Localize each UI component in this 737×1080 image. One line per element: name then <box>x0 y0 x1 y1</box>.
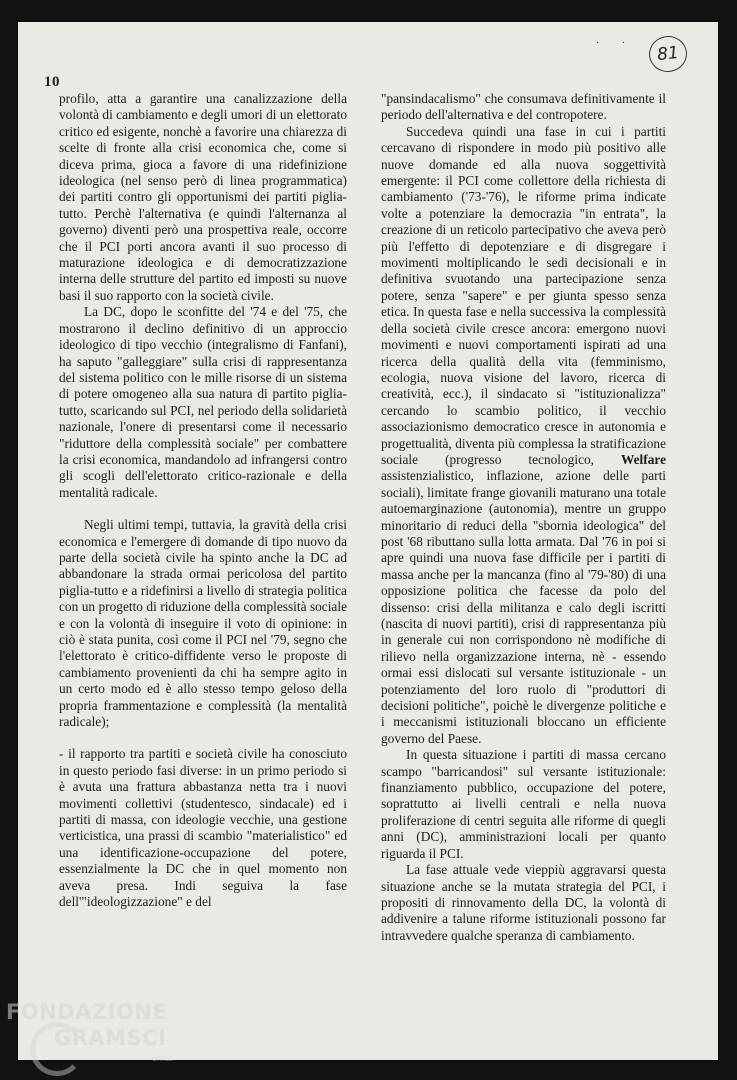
paragraph-text: assistenzialistico, inflazione, azione delle parti sociali), limitate frange giovanili maturano una totale autoemarginazione (autonomia), mentre un gruppo minoritario di reduci della "sbornia ideologica" del post '68 ributtano sulla lotta armata. Dal '76 in poi si apre quindi una nuova fase difficile per i partiti di massa anche per la mancanza (fino al '79-'80) di una opposizione politica che facesse da polo del dissenso: crisi della militanza e calo degli iscritti (nascita di nuovi partiti), crisi di rappresentanza più in generale cui non corrispondono nè modifiche di rilievo nella organizzazione interna, nè - essendo ormai essi dislocati sul versante istituzionale - un potenziamento del loro ruolo di "produttori di decisioni politiche", poichè le divergenze politiche e i meccanismi istituzionali bloccano un efficiente governo del Paese. <box>381 468 666 746</box>
paragraph-text: Succedeva quindi una fase in cui i partiti cercavano di rispondere in modo più positivo alle nuove domande ed alla nuova soggettività emergente: il PCI come collettore della richiesta di cambiamento ('73-'76), le riforme prima indicate volte a potenziare la democrazia "in entrata", la creazione di un reticolo partecipativo che aveva però più l'effetto di depotenziare e di disgregare i movimenti moltiplicando le sedi decisionali e in definitiva svuotando una partecipazione senza potere, senza "sapere" e per giunta spesso senza etica. In questa fase e nella successiva la complessità della società civile cresce ancora: emergono nuovi movimenti e nuovi comportamenti ispirati ad una ricerca della qualità della vita (femminismo, ecologia, nuova visione del lavoro, ricerca di creatività, ecc.), il sindacato si "istituzionalizza" cercando lo scambio politico, il vecchio associazionismo democratico cresce in autonomia e progettualità, diventa più complessa la stratificazione sociale (progresso tecnologico, <box>381 123 666 467</box>
paragraph: - il rapporto tra partiti e società civile ha conosciuto in questo periodo fasi diverse: in un primo periodo si è avuta una frattura abbastanza netta tra i nuovi movimenti collettivi (studentesco, sindacale) ed i partiti di massa, con ideologie vecchie, una gestione verticistica, una prassi di scambio "materialistico" ed una identificazione-occupazione del potere, essenzialmente la DC che in quel momento non aveva presa. Indi seguiva la fase dell'"ideologizzazione" e del <box>59 746 347 910</box>
archive-number-stamp: 81 <box>647 34 689 74</box>
bold-term: Welfare <box>621 451 666 467</box>
paragraph: La DC, dopo le sconfitte del '74 e del '75, che mostrarono il declino definitivo di un approccio ideologico di tipo vecchio (integralismo di Fanfani), ha saputo "galleggiare" sulla crisi di rappresentanza del sistema politico con le mille risorse di un sistema di potere omogeneo alla sua natura di partito piglia-tutto, scaricando sul PCI, nel periodo della solidarietà nazionale, l'onere di presentarsi come il necessario "riduttore della complessità sociale" per combattere la crisi economica, mandandolo ad infrangersi contro gli scogli dell'elettorato critico-razionale e della mentalità radicale. <box>59 304 347 500</box>
right-column <box>381 91 666 944</box>
left-column <box>59 91 347 911</box>
paragraph <box>381 124 666 747</box>
paragraph: profilo, atta a garantire una canalizzazione della volontà di cambiamento e degli umori di un elettorato critico ed esigente, nonchè a favorire una chiarezza di scelte di fronte alla crisi economica che, come si diceva prima, gioca a favore di una ridefinizione ideologica (nel senso però di linea programmatica) dei partiti contro gli opportunismi dei partiti piglia-tutto. Perchè l'alternativa (e quindi l'alternanza al governo) diventi però una prospettiva reale, occorre che il PCI porti ancora avanti il suo processo di maturazione ideologica e di democratizzazione interna delle strutture del partito ed imposti su nuove basi il suo rapporto con la società civile. <box>59 91 347 303</box>
page-number: 10 <box>44 74 60 90</box>
ink-marks: · · <box>596 38 636 49</box>
paragraph: "pansindacalismo" che consumava definitivamente il periodo dell'alternativa e del contropotere. <box>381 91 666 123</box>
paragraph: La fase attuale vede vieppiù aggravarsi questa situazione anche se la mutata strategia del PCI, i propositi di rinnovamento della DC, la volontà di addivenire a talune riforme istituzionali possono far intravvedere qualche speranza di cambiamento. <box>381 862 666 943</box>
watermark-line2: GRAMSCI <box>54 1026 167 1050</box>
watermark-suffix: onlus <box>152 1054 174 1063</box>
paragraph: In questa situazione i partiti di massa cercano scampo "barricandosi" sul versante istituzionale: finanziamento pubblico, occupazione del potere, soprattutto ai livelli centrali e nella nuova proliferazione di centri seguita alle riforme di quegli anni (DC), amministrazioni locali per quanto riguarda il PCI. <box>381 747 666 861</box>
paragraph: Negli ultimi tempi, tuttavia, la gravità della crisi economica e l'emergere di domande di tipo nuovo da parte della società civile ha spinto anche la DC ad abbandonare la strada ormai pericolosa del partito piglia-tutto e a ridefinirsi a livello di strategia politica con un progetto di riduzione della complessità sociale e con la volontà di inseguire il voto di opinione: in ciò è stata punita, così come il PCI nel '79, segno che l'elettorato è critico-diffidente verso le proposte di cambiamento provenienti da chi ha sempre agito in un certo modo ed è allo stesso tempo geloso della propria frammentazione e complessità (la mentalità radicale); <box>59 517 347 730</box>
watermark-line1: FONDAZIONE <box>6 1000 168 1024</box>
